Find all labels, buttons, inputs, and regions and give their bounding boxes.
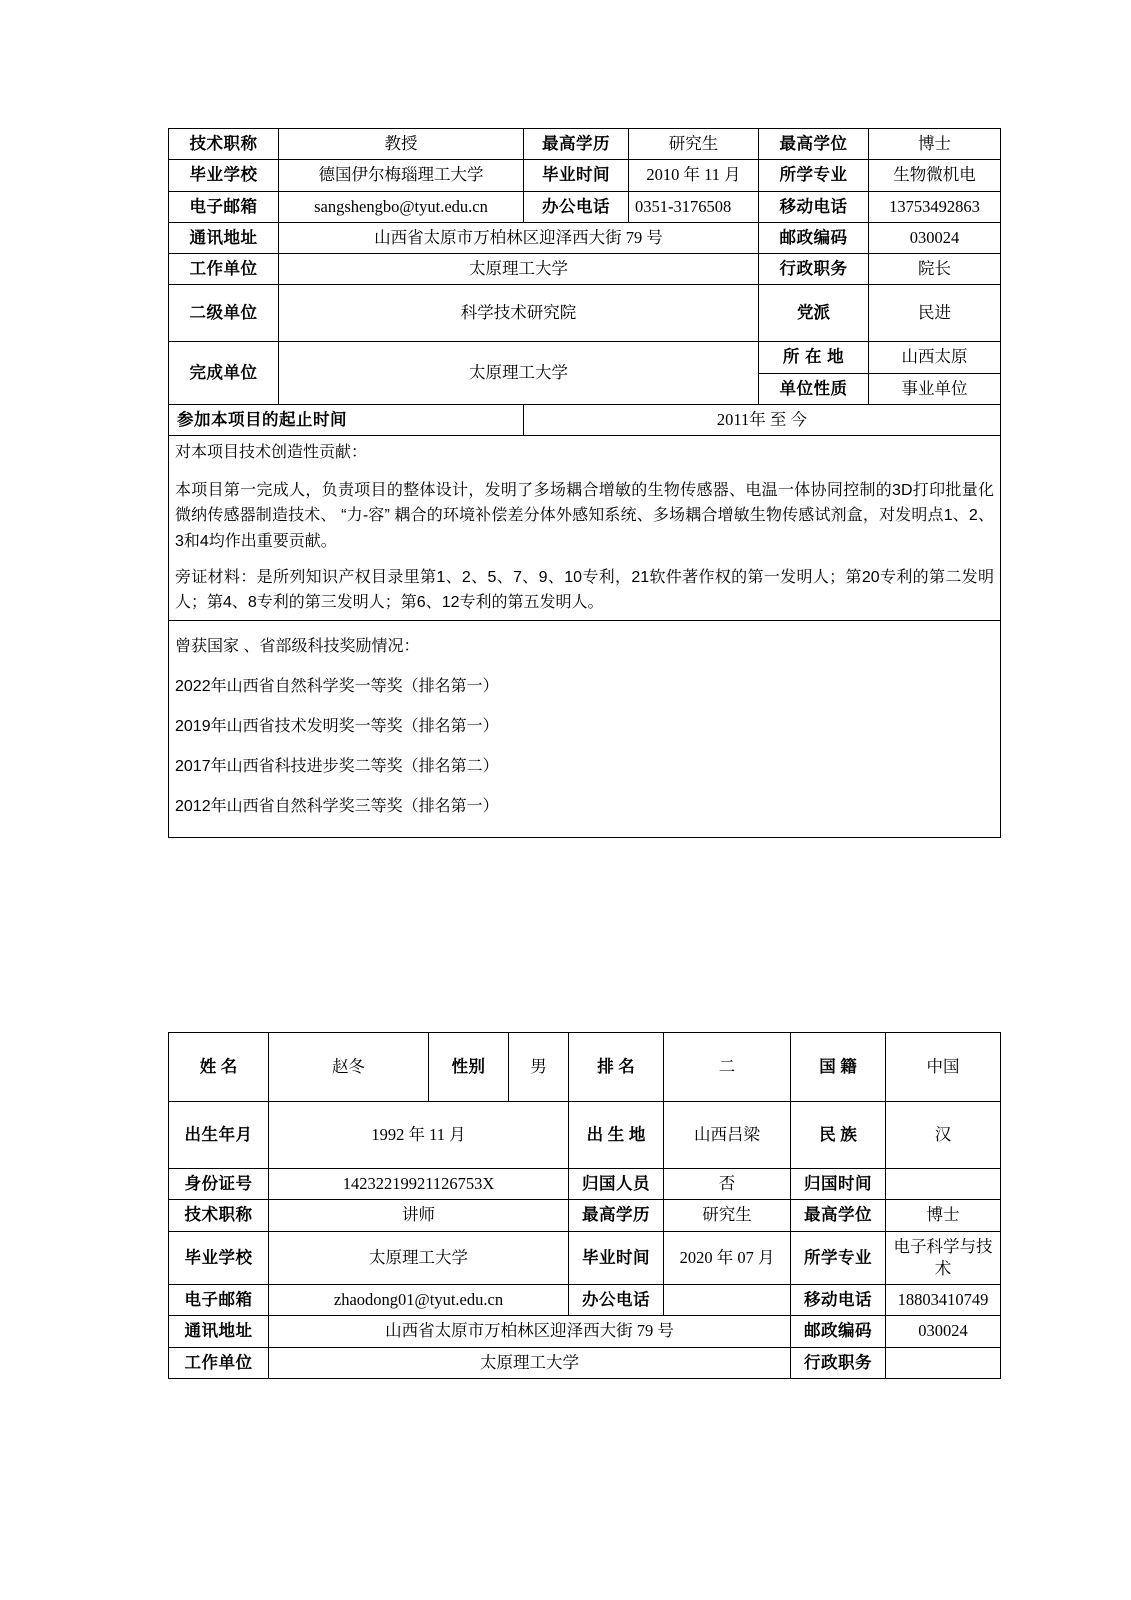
value-postal-code-2: 030024 bbox=[886, 1316, 1001, 1347]
label-name: 姓 名 bbox=[169, 1033, 269, 1102]
awards-title: 曾获国家 、省部级科技奖励情况： bbox=[175, 637, 420, 655]
value-return-date bbox=[886, 1169, 1001, 1200]
label-mobile-phone: 移动电话 bbox=[759, 191, 869, 222]
contribution-paragraph-1: 本项目第一完成人，负责项目的整体设计，发明了多场耦合增敏的生物传感器、电温一体协同控制的3D打印批量化微纳传感器制造技术、 “力-容” 耦合的环境补偿差分体外感知系统、多场耦合增敏生物传感试剂盒，对发明点1、2、3和4均作出重要贡献。 bbox=[175, 481, 994, 550]
value-graduation-date: 2010 年 11 月 bbox=[629, 160, 759, 191]
label-postal-code-2: 邮政编码 bbox=[791, 1316, 886, 1347]
table-row bbox=[169, 1102, 1001, 1169]
value-email-2: zhaodong01@tyut.edu.cn bbox=[269, 1285, 569, 1316]
value-mailing-address-2: 山西省太原市万柏林区迎泽西大街 79 号 bbox=[269, 1316, 791, 1347]
label-postal-code: 邮政编码 bbox=[759, 222, 869, 253]
label-admin-position: 行政职务 bbox=[759, 254, 869, 285]
form-table-second bbox=[168, 1032, 1001, 1379]
awards-block bbox=[169, 620, 1001, 837]
label-technical-title-2: 技术职称 bbox=[169, 1200, 269, 1231]
table-row bbox=[169, 1347, 1001, 1378]
contribution-block bbox=[169, 436, 1001, 621]
table-row bbox=[169, 160, 1001, 191]
value-technical-title: 教授 bbox=[279, 129, 524, 160]
value-office-phone-2 bbox=[664, 1285, 791, 1316]
value-highest-education-2: 研究生 bbox=[664, 1200, 791, 1231]
value-graduation-date-2: 2020 年 07 月 bbox=[664, 1231, 791, 1285]
label-highest-education-2: 最高学历 bbox=[569, 1200, 664, 1231]
table-row bbox=[169, 254, 1001, 285]
table-row bbox=[169, 1316, 1001, 1347]
value-birth-date: 1992 年 11 月 bbox=[269, 1102, 569, 1169]
award-item: 2012年山西省自然科学奖三等奖（排名第一） bbox=[175, 797, 499, 815]
value-completion-unit: 太原理工大学 bbox=[279, 342, 759, 405]
value-secondary-unit: 科学技术研究院 bbox=[279, 285, 759, 342]
label-secondary-unit: 二级单位 bbox=[169, 285, 279, 342]
award-item: 2022年山西省自然科学奖一等奖（排名第一） bbox=[175, 677, 499, 695]
value-highest-degree: 博士 bbox=[869, 129, 1001, 160]
value-birth-place: 山西吕梁 bbox=[664, 1102, 791, 1169]
value-postal-code: 030024 bbox=[869, 222, 1001, 253]
value-email: sangshengbo@tyut.edu.cn bbox=[279, 191, 524, 222]
award-item: 2019年山西省技术发明奖一等奖（排名第一） bbox=[175, 717, 499, 735]
label-mailing-address: 通讯地址 bbox=[169, 222, 279, 253]
label-highest-degree-2: 最高学位 bbox=[791, 1200, 886, 1231]
value-returnee: 否 bbox=[664, 1169, 791, 1200]
value-party: 民进 bbox=[869, 285, 1001, 342]
label-unit-nature: 单位性质 bbox=[759, 373, 869, 404]
label-id-number: 身份证号 bbox=[169, 1169, 269, 1200]
label-ethnicity: 民 族 bbox=[791, 1102, 886, 1169]
table-row bbox=[169, 404, 1001, 435]
table-row bbox=[169, 620, 1001, 837]
value-id-number: 14232219921126753X bbox=[269, 1169, 569, 1200]
label-completion-unit: 完成单位 bbox=[169, 342, 279, 405]
label-highest-degree: 最高学位 bbox=[759, 129, 869, 160]
label-major-2: 所学专业 bbox=[791, 1231, 886, 1285]
label-returnee: 归国人员 bbox=[569, 1169, 664, 1200]
value-admin-position-2 bbox=[886, 1347, 1001, 1378]
contribution-paragraph-2: 旁证材料：是所列知识产权目录里第1、2、5、7、9、10专利，21软件著作权的第一发明人；第20专利的第二发明人；第4、8专利的第三发明人；第6、12专利的第五发明人。 bbox=[175, 568, 994, 612]
table-row bbox=[169, 1231, 1001, 1285]
value-work-unit: 太原理工大学 bbox=[279, 254, 759, 285]
label-graduation-date: 毕业时间 bbox=[524, 160, 629, 191]
label-office-phone: 办公电话 bbox=[524, 191, 629, 222]
value-unit-nature: 事业单位 bbox=[869, 373, 1001, 404]
value-office-phone: 0351-3176508 bbox=[629, 191, 759, 222]
value-location: 山西太原 bbox=[869, 342, 1001, 373]
value-nationality: 中国 bbox=[886, 1033, 1001, 1102]
label-highest-education: 最高学历 bbox=[524, 129, 629, 160]
table-row bbox=[169, 1169, 1001, 1200]
value-technical-title-2: 讲师 bbox=[269, 1200, 569, 1231]
value-gender: 男 bbox=[509, 1033, 569, 1102]
value-major-2: 电子科学与技术 bbox=[886, 1231, 1001, 1285]
label-major: 所学专业 bbox=[759, 160, 869, 191]
label-email: 电子邮箱 bbox=[169, 191, 279, 222]
table-row bbox=[169, 191, 1001, 222]
label-graduate-school: 毕业学校 bbox=[169, 160, 279, 191]
value-name: 赵冬 bbox=[269, 1033, 429, 1102]
value-highest-degree-2: 博士 bbox=[886, 1200, 1001, 1231]
award-item: 2017年山西省科技进步奖二等奖（排名第二） bbox=[175, 757, 499, 775]
value-graduate-school-2: 太原理工大学 bbox=[269, 1231, 569, 1285]
label-nationality: 国 籍 bbox=[791, 1033, 886, 1102]
label-mobile-phone-2: 移动电话 bbox=[791, 1285, 886, 1316]
table-row bbox=[169, 1033, 1001, 1102]
value-work-unit-2: 太原理工大学 bbox=[269, 1347, 791, 1378]
contribution-title: 对本项目技术创造性贡献： bbox=[175, 444, 368, 462]
label-birth-date: 出生年月 bbox=[169, 1102, 269, 1169]
value-participation-period: 2011年 至 今 bbox=[524, 404, 1001, 435]
label-office-phone-2: 办公电话 bbox=[569, 1285, 664, 1316]
label-admin-position-2: 行政职务 bbox=[791, 1347, 886, 1378]
value-mobile-phone-2: 18803410749 bbox=[886, 1285, 1001, 1316]
label-participation-period: 参加本项目的起止时间 bbox=[169, 404, 524, 435]
value-major: 生物微机电 bbox=[869, 160, 1001, 191]
value-highest-education: 研究生 bbox=[629, 129, 759, 160]
personnel-form-second bbox=[168, 1032, 1000, 1379]
value-graduate-school: 德国伊尔梅瑙理工大学 bbox=[279, 160, 524, 191]
value-admin-position: 院长 bbox=[869, 254, 1001, 285]
table-row bbox=[169, 342, 1001, 373]
label-graduate-school-2: 毕业学校 bbox=[169, 1231, 269, 1285]
label-gender: 性别 bbox=[429, 1033, 509, 1102]
personnel-form-first bbox=[168, 128, 1000, 838]
table-row bbox=[169, 129, 1001, 160]
label-email-2: 电子邮箱 bbox=[169, 1285, 269, 1316]
value-rank: 二 bbox=[664, 1033, 791, 1102]
label-return-date: 归国时间 bbox=[791, 1169, 886, 1200]
label-party: 党派 bbox=[759, 285, 869, 342]
form-table-first bbox=[168, 128, 1001, 838]
value-mailing-address: 山西省太原市万柏林区迎泽西大街 79 号 bbox=[279, 222, 759, 253]
label-graduation-date-2: 毕业时间 bbox=[569, 1231, 664, 1285]
value-ethnicity: 汉 bbox=[886, 1102, 1001, 1169]
label-location: 所 在 地 bbox=[759, 342, 869, 373]
table-row bbox=[169, 1200, 1001, 1231]
table-row bbox=[169, 436, 1001, 621]
label-mailing-address-2: 通讯地址 bbox=[169, 1316, 269, 1347]
label-rank: 排 名 bbox=[569, 1033, 664, 1102]
label-birth-place: 出 生 地 bbox=[569, 1102, 664, 1169]
value-mobile-phone: 13753492863 bbox=[869, 191, 1001, 222]
label-work-unit-2: 工作单位 bbox=[169, 1347, 269, 1378]
table-row bbox=[169, 285, 1001, 342]
label-work-unit: 工作单位 bbox=[169, 254, 279, 285]
table-row bbox=[169, 222, 1001, 253]
label-technical-title: 技术职称 bbox=[169, 129, 279, 160]
table-row bbox=[169, 1285, 1001, 1316]
